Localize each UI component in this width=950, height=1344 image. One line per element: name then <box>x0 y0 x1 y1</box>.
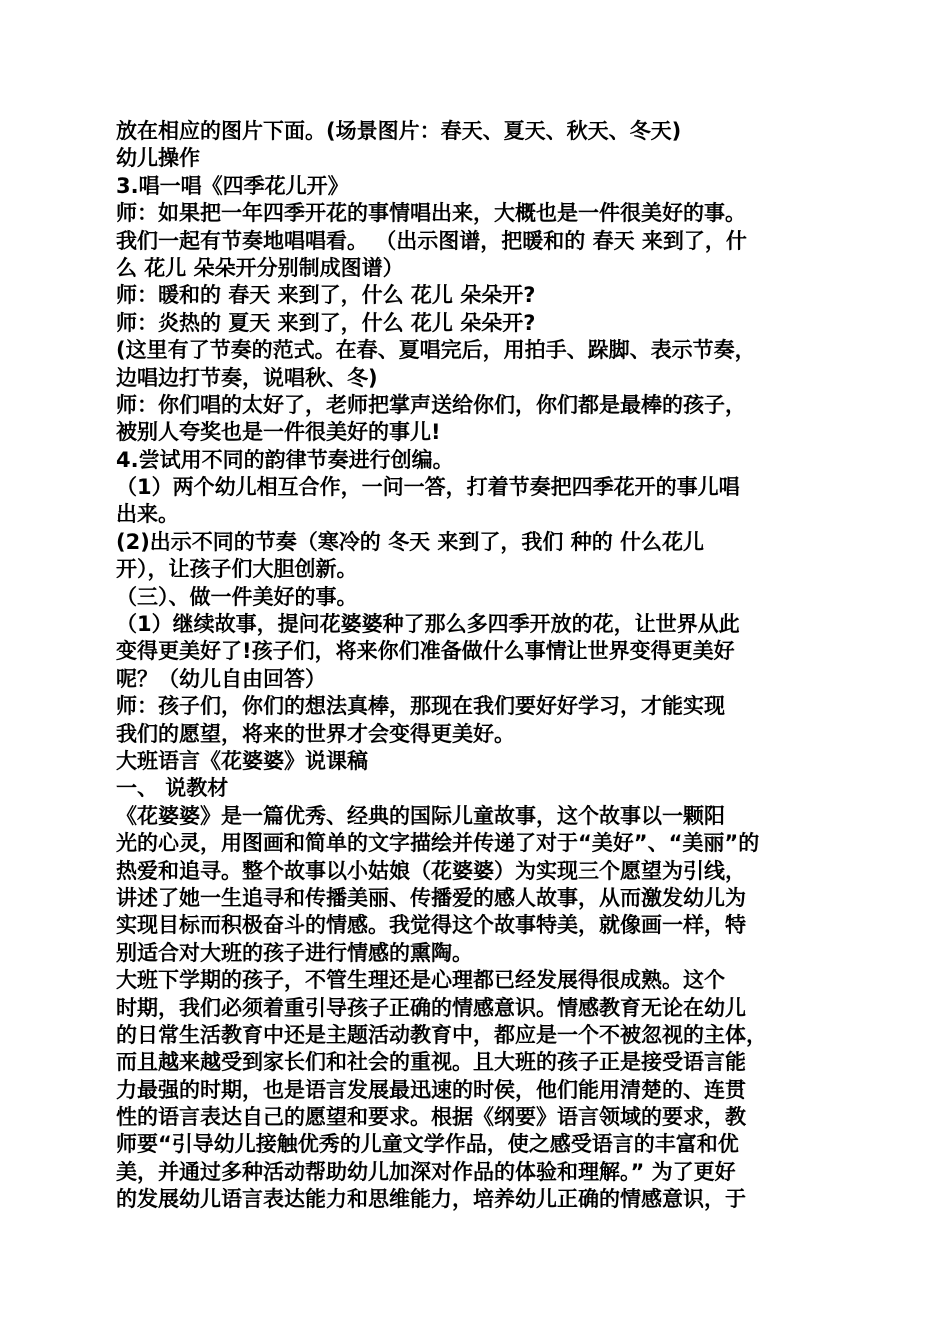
text-line: 而且越来越受到家长们和社会的重视。且大班的孩子正是接受语言能 <box>116 1050 746 1075</box>
text-line: 《花婆婆》是一篇优秀、经典的国际儿童故事，这个故事以一颗阳 <box>116 803 725 828</box>
text-line: 大班下学期的孩子，不管生理还是心理都已经发展得很成熟。这个 <box>116 968 725 993</box>
text-line: 师：你们唱的太好了，老师把掌声送给你们，你们都是最棒的孩子， <box>116 392 746 417</box>
text-line: 师：孩子们，你们的想法真棒，那现在我们要好好学习，才能实现 <box>116 694 725 719</box>
text-line: 热爱和追寻。整个故事以小姑娘（花婆婆）为实现三个愿望为引线， <box>116 858 746 883</box>
text-line: 大班语言《花婆婆》说课稿 <box>116 748 368 773</box>
text-line: （三）、做一件美好的事。 <box>116 584 358 609</box>
text-line: 边唱边打节奏，说唱秋、冬) <box>116 365 378 390</box>
text-line: 光的心灵，用图画和简单的文字描绘并传递了对于“美好”、“美丽”的 <box>116 831 760 856</box>
text-line: 幼儿操作 <box>116 146 200 171</box>
text-line: 的发展幼儿语言表达能力和思维能力，培养幼儿正确的情感意识，于 <box>116 1187 746 1212</box>
text-line: 讲述了她一生追寻和传播美丽、传播爱的感人故事，从而激发幼儿为 <box>116 885 746 910</box>
text-line: 我们一起有节奏地唱唱看。 （出示图谱，把暖和的 春天 来到了，什 <box>116 228 747 253</box>
text-line: 开），让孩子们大胆创新。 <box>116 557 358 582</box>
text-line: 师：暖和的 春天 来到了，什么 花儿 朵朵开? <box>116 283 536 308</box>
text-line: （1）两个幼儿相互合作，一问一答，打着节奏把四季花开的事儿唱 <box>116 475 740 500</box>
text-line: 的日常生活教育中还是主题活动教育中，都应是一个不被忽视的主体， <box>116 1022 767 1047</box>
text-line: 力最强的时期，也是语言发展最迅速的时侯，他们能用清楚的、连贯 <box>116 1077 746 1102</box>
text-line: (这里有了节奏的范式。在春、夏唱完后，用拍手、跺脚、表示节奏， <box>116 338 756 363</box>
text-line: 一、 说教材 <box>116 776 229 801</box>
text-line: 4.尝试用不同的韵律节奏进行创编。 <box>116 447 454 472</box>
text-line: (2)出示不同的节奏（寒冷的 冬天 来到了，我们 种的 什么花儿 <box>116 529 705 554</box>
text-line: 出来。 <box>116 502 179 527</box>
text-line: 呢？（幼儿自由回答） <box>116 666 326 691</box>
text-line: 变得更美好了!孩子们，将来你们准备做什么事情让世界变得更美好 <box>116 639 735 664</box>
text-line: 放在相应的图片下面。(场景图片：春天、夏天、秋天、冬天) <box>116 119 682 143</box>
text-line: 美，并通过多种活动帮助幼儿加深对作品的体验和理解。” 为了更好 <box>116 1159 736 1184</box>
text-line: 性的语言表达自己的愿望和要求。根据《纲要》语言领域的要求，教 <box>116 1105 746 1130</box>
text-line: 别适合对大班的孩子进行情感的熏陶。 <box>116 940 473 965</box>
document-body <box>116 118 840 1214</box>
text-line: 3.唱一唱《四季花儿开》 <box>116 173 349 198</box>
text-line: 师：炎热的 夏天 来到了，什么 花儿 朵朵开? <box>116 310 536 335</box>
text-line: 实现目标而积极奋斗的情感。我觉得这个故事特美，就像画一样，特 <box>116 913 746 938</box>
text-line: 我们的愿望，将来的世界才会变得更美好。 <box>116 721 515 746</box>
text-line: 么 花儿 朵朵开分别制成图谱） <box>116 255 404 280</box>
text-line: 师要“引导幼儿接触优秀的儿童文学作品，使之感受语言的丰富和优 <box>116 1132 739 1157</box>
text-line: 师：如果把一年四季开花的事情唱出来，大概也是一件很美好的事。 <box>116 201 746 226</box>
text-line: 时期，我们必须着重引导孩子正确的情感意识。情感教育无论在幼儿 <box>116 995 746 1020</box>
text-line: 被别人夸奖也是一件很美好的事儿! <box>116 420 441 445</box>
text-line: （1）继续故事，提问花婆婆种了那么多四季开放的花，让世界从此 <box>116 612 740 637</box>
